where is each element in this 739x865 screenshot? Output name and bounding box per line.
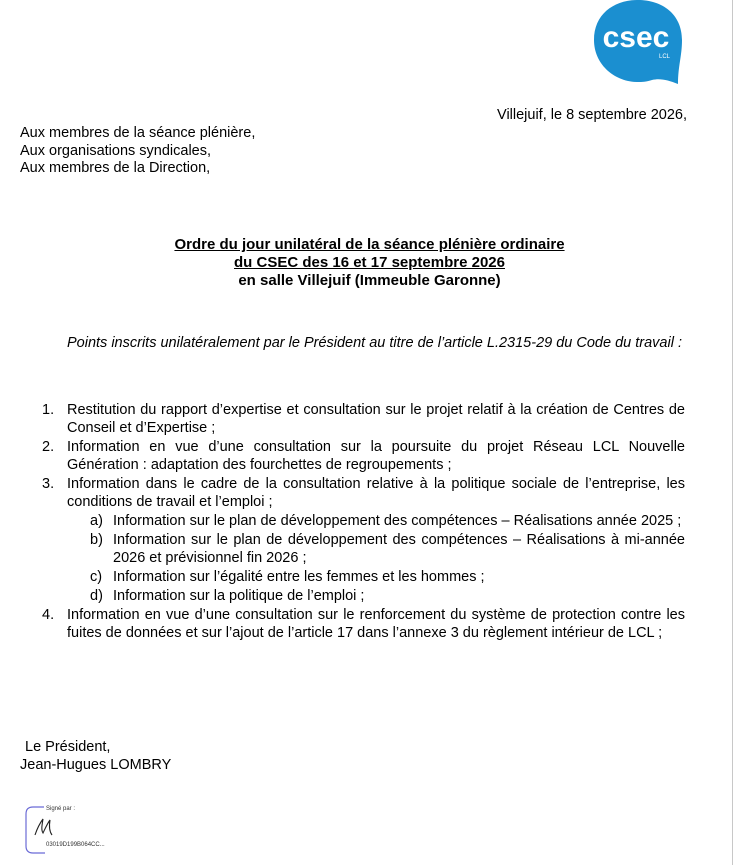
subitem-letter: b) xyxy=(90,532,103,548)
signer-role: Le Président, xyxy=(25,739,111,755)
title-line: Ordre du jour unilatéral de la séance plénière ordinaire xyxy=(174,236,565,253)
document-title xyxy=(0,236,739,290)
logo-text: csec xyxy=(602,21,670,54)
addressee-line: Aux organisations syndicales, xyxy=(20,142,212,159)
item-number: 1. xyxy=(42,402,55,418)
agenda-subitem xyxy=(67,587,685,605)
subitem-text: Information sur la politique de l’emploi ; xyxy=(113,588,365,604)
signed-by-label: Signé par : xyxy=(46,806,76,812)
item-text: Information en vue d’une consultation sur le renforcement du système de protection contre les fuites de données et sur l’ajout de l’article 17 dans l’annexe 3 du règlement intérieur de LCL ; xyxy=(67,607,685,641)
agenda-item xyxy=(20,438,685,474)
signer-name: Jean-Hugues LOMBRY xyxy=(20,757,172,773)
item-text: Information dans le cadre de la consultation relative à la politique sociale de l’entreprise, les conditions de travail et l’emploi ; xyxy=(67,476,685,510)
item-text: Restitution du rapport d’expertise et consultation sur le projet relatif à la création de Centres de Conseil et d’Expertise ; xyxy=(67,402,685,436)
subitem-letter: d) xyxy=(90,588,103,604)
item-number: 4. xyxy=(42,607,55,623)
item-number: 3. xyxy=(42,476,55,492)
logo-subtext: LCL xyxy=(658,54,670,60)
agenda-list xyxy=(20,401,685,643)
intro-paragraph: Points inscrits unilatéralement par le Président au titre de l’article L.2315-29 du Code du travail : xyxy=(67,335,682,351)
signature-block xyxy=(20,738,171,774)
date-line: Villejuif, le 8 septembre 2026, xyxy=(497,107,687,123)
addressee-block xyxy=(20,125,255,178)
agenda-subitem xyxy=(67,512,685,530)
subitem-text: Information sur le plan de développement des compétences – Réalisations année 2025 ; xyxy=(113,513,682,529)
subitem-text: Information sur le plan de développement des compétences – Réalisations à mi-année 2026 et prévisionnel fin 2026 ; xyxy=(113,532,685,566)
subitem-text: Information sur l’égalité entre les femmes et les hommes ; xyxy=(113,569,485,585)
item-text: Information en vue d’une consultation sur la poursuite du projet Réseau LCL Nouvelle Génération : adaptation des fourchettes de regroupements ; xyxy=(67,439,685,473)
agenda-item xyxy=(20,401,685,437)
page-edge xyxy=(732,0,733,865)
signature-id: 03019D199B064CC... xyxy=(46,842,105,848)
agenda-subitem xyxy=(67,568,685,586)
agenda-item xyxy=(20,606,685,642)
addressee-line: Aux membres de la séance plénière, xyxy=(20,125,256,141)
addressee-line: Aux membres de la Direction, xyxy=(20,160,211,176)
agenda-sublist xyxy=(67,512,685,605)
subitem-letter: a) xyxy=(90,513,103,529)
title-line: en salle Villejuif (Immeuble Garonne) xyxy=(238,272,501,289)
item-number: 2. xyxy=(42,439,55,455)
title-line: du CSEC des 16 et 17 septembre 2026 xyxy=(234,254,505,271)
subitem-letter: c) xyxy=(90,569,103,585)
handwritten-signature xyxy=(31,815,57,839)
agenda-item xyxy=(20,475,685,605)
csec-logo xyxy=(590,0,686,86)
agenda-subitem xyxy=(67,531,685,567)
